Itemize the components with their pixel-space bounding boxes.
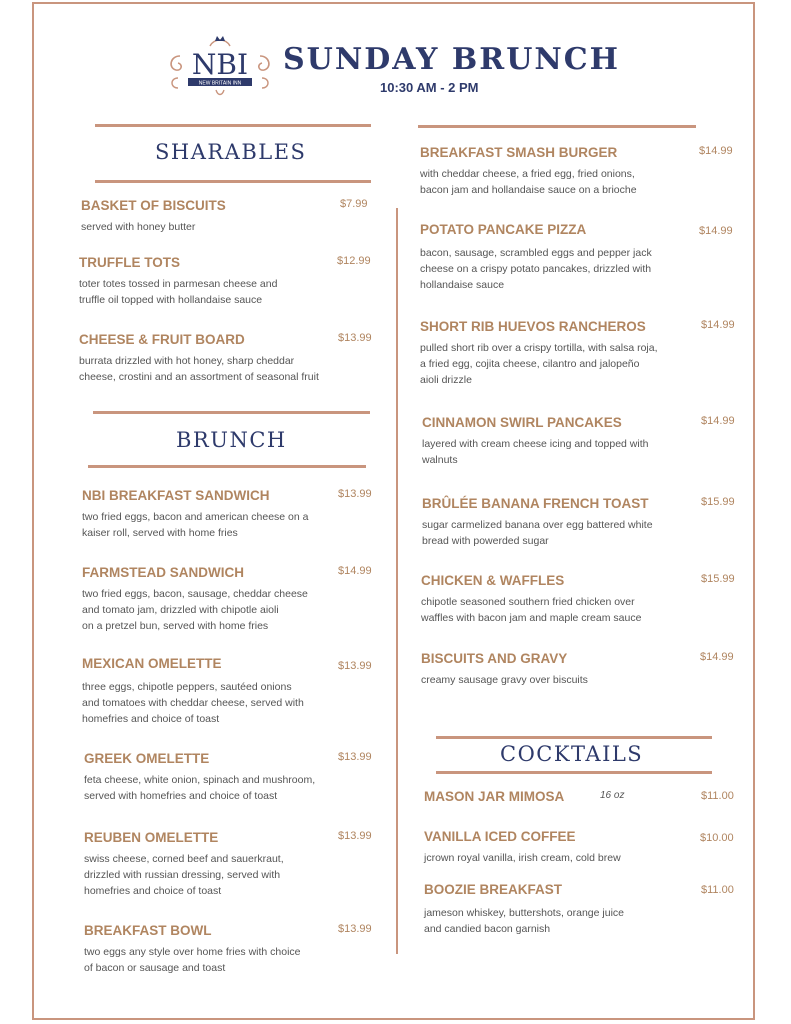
item-price: $7.99 xyxy=(340,198,368,210)
menu-item xyxy=(82,655,372,727)
item-price: $12.99 xyxy=(337,255,371,267)
menu-item xyxy=(79,254,371,308)
item-price: $14.99 xyxy=(701,319,735,331)
item-description: layered with cream cheese icing and topped with walnuts xyxy=(422,438,649,466)
item-description: swiss cheese, corned beef and sauerkraut, drizzled with russian dressing, served with homefries and choice of toast xyxy=(84,853,284,897)
item-name: MASON JAR MIMOSA xyxy=(424,789,565,804)
menu-item xyxy=(420,144,732,198)
item-description: jameson whiskey, buttershots, orange juice and candied bacon garnish xyxy=(424,907,624,935)
item-price: $11.00 xyxy=(701,790,734,802)
menu-item xyxy=(422,495,735,549)
divider xyxy=(418,125,696,128)
item-description: three eggs, chipotle peppers, sautéed onions and tomatoes with cheddar cheese, served with homefries and choice of toast xyxy=(82,681,304,725)
menu-item xyxy=(424,881,732,937)
section-title-cocktails: COCKTAILS xyxy=(500,742,644,766)
item-name: SHORT RIB HUEVOS RANCHEROS xyxy=(420,319,646,334)
item-description: feta cheese, white onion, spinach and mushroom, served with homefries and choice of toast xyxy=(84,774,316,802)
nbi-logo xyxy=(166,34,274,98)
item-name: POTATO PANCAKE PIZZA xyxy=(420,222,587,237)
item-name: TRUFFLE TOTS xyxy=(79,255,180,270)
item-price: $15.99 xyxy=(701,573,735,585)
menu-item xyxy=(420,318,735,388)
item-size: 16 oz xyxy=(600,790,625,801)
item-price: $15.99 xyxy=(701,496,735,508)
item-description: sugar carmelized banana over egg battered white bread with powerded sugar xyxy=(422,519,653,547)
menu-item xyxy=(79,331,371,385)
item-price: $13.99 xyxy=(338,660,372,672)
item-price: $13.99 xyxy=(338,488,372,500)
item-price: $13.99 xyxy=(338,830,372,842)
item-price: $14.99 xyxy=(700,651,734,663)
item-name: REUBEN OMELETTE xyxy=(84,830,219,845)
menu-item xyxy=(424,828,732,866)
divider xyxy=(95,124,371,127)
item-description: served with honey butter xyxy=(81,221,196,233)
item-name: CINNAMON SWIRL PANCAKES xyxy=(422,415,622,430)
menu-item xyxy=(420,221,732,293)
divider xyxy=(95,180,371,183)
item-name: FARMSTEAD SANDWICH xyxy=(82,565,244,580)
item-price: $14.99 xyxy=(699,225,733,237)
menu-item xyxy=(84,829,372,899)
item-name: CHEESE & FRUIT BOARD xyxy=(79,332,245,347)
logo-subtext: NEW BRITAIN INN xyxy=(198,80,242,87)
item-description: bacon, sausage, scrambled eggs and pepper jack cheese on a crispy potato pancakes, drizzled with hollandaise sauce xyxy=(420,247,652,291)
section-title-brunch: BRUNCH xyxy=(176,428,287,452)
item-description: creamy sausage gravy over biscuits xyxy=(421,674,588,686)
menu-item xyxy=(82,487,372,541)
item-price: $13.99 xyxy=(338,332,372,344)
item-price: $14.99 xyxy=(701,415,735,427)
item-price: $14.99 xyxy=(699,145,733,157)
item-name: BREAKFAST SMASH BURGER xyxy=(420,145,618,160)
item-name: BISCUITS AND GRAVY xyxy=(421,651,568,666)
item-description: toter totes tossed in parmesan cheese and truffle oil topped with hollandaise sauce xyxy=(79,278,278,306)
item-price: $14.99 xyxy=(338,565,372,577)
divider xyxy=(93,411,370,414)
item-description: two eggs any style over home fries with choice of bacon or sausage and toast xyxy=(84,946,301,974)
logo-text: NBI xyxy=(191,48,249,81)
item-price: $10.00 xyxy=(700,832,734,844)
item-name: BRÛLÉE BANANA FRENCH TOAST xyxy=(422,496,649,511)
item-name: NBI BREAKFAST SANDWICH xyxy=(82,488,270,503)
menu-item xyxy=(82,564,372,634)
menu-item xyxy=(421,650,732,688)
hours: 10:30 AM - 2 PM xyxy=(380,80,479,95)
item-description: with cheddar cheese, a fried egg, fried onions, bacon jam and hollandaise sauce on a brioche xyxy=(420,168,637,196)
page-title: SUNDAY BRUNCH xyxy=(283,42,621,77)
item-description: burrata drizzled with hot honey, sharp cheddar cheese, crostini and an assortment of seasonal fruit xyxy=(79,355,319,383)
menu-item xyxy=(84,922,372,976)
item-name: CHICKEN & WAFFLES xyxy=(421,573,565,588)
item-name: BASKET OF BISCUITS xyxy=(81,198,226,213)
menu-item xyxy=(84,750,372,804)
item-description: two fried eggs, bacon and american cheese on a kaiser roll, served with home fries xyxy=(82,511,309,539)
item-description: pulled short rib over a crispy tortilla, with salsa roja, a fried egg, cojita cheese, cilantro and jalopeño aioli drizzle xyxy=(420,342,658,386)
item-name: BREAKFAST BOWL xyxy=(84,923,212,938)
vertical-divider xyxy=(396,208,398,954)
item-name: BOOZIE BREAKFAST xyxy=(424,882,563,897)
divider xyxy=(88,465,366,468)
item-name: GREEK OMELETTE xyxy=(84,751,210,766)
menu-item xyxy=(421,572,735,626)
item-name: VANILLA ICED COFFEE xyxy=(424,829,576,844)
menu-item xyxy=(424,788,732,806)
item-description: two fried eggs, bacon, sausage, cheddar cheese and tomato jam, drizzled with chipotle aioli on a pretzel bun, served with home fries xyxy=(82,588,308,632)
item-price: $13.99 xyxy=(338,751,372,763)
divider xyxy=(436,771,712,774)
item-name: MEXICAN OMELETTE xyxy=(82,656,222,671)
item-description: jcrown royal vanilla, irish cream, cold brew xyxy=(424,852,621,864)
section-title-sharables: SHARABLES xyxy=(155,140,307,164)
divider xyxy=(436,736,712,739)
item-price: $13.99 xyxy=(338,923,372,935)
menu-item xyxy=(422,414,735,468)
item-description: chipotle seasoned southern fried chicken over waffles with bacon jam and maple cream sauce xyxy=(421,596,642,624)
item-price: $11.00 xyxy=(701,884,734,896)
menu-item xyxy=(81,197,371,235)
